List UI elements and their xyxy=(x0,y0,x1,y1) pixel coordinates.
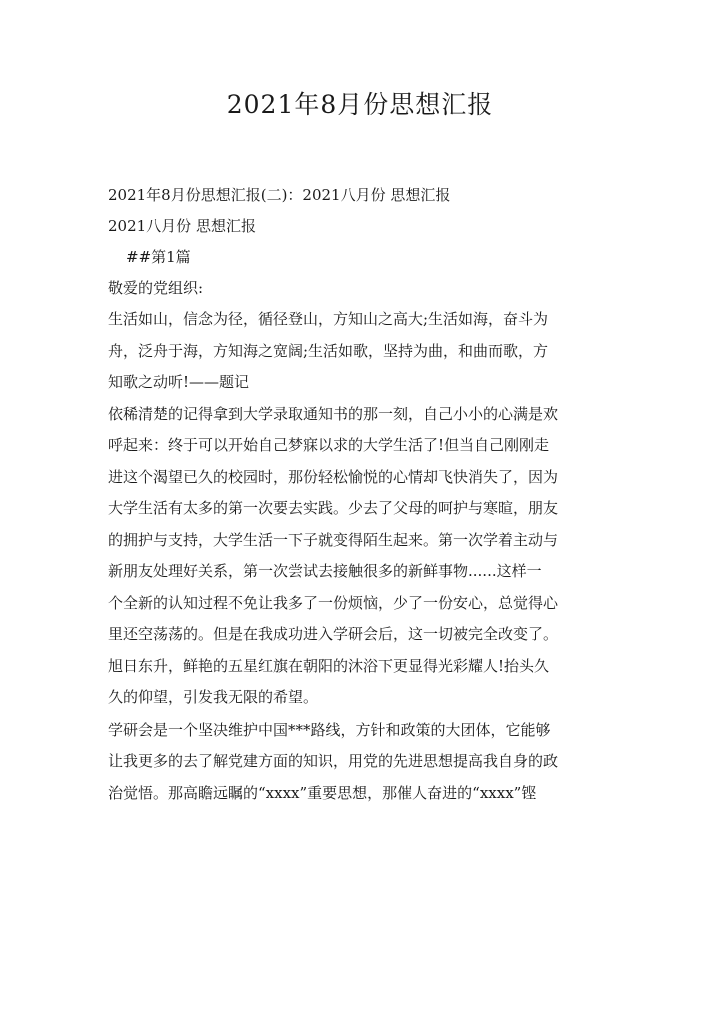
paragraph-line: 旭日东升，鲜艳的五星红旗在朝阳的沐浴下更显得光彩耀人!抬头久 xyxy=(108,657,550,675)
paragraph-line: 依稀清楚的记得拿到大学录取通知书的那一刻，自己小小的心满是欢 xyxy=(108,405,559,423)
document-title: 2021年8月份思想汇报 xyxy=(226,90,494,119)
paragraph-line: 学研会是一个坚决维护中国***路线，方针和政策的大团体，它能够 xyxy=(108,721,551,739)
paragraph-line: 个全新的认知过程不免让我多了一份烦恼，少了一份安心，总觉得心 xyxy=(108,594,559,612)
paragraph-line: 让我更多的去了解党建方面的知识，用党的先进思想提高我自身的政 xyxy=(108,752,559,770)
salutation: 敬爱的党组织: xyxy=(108,279,204,297)
paragraph-line: 久的仰望，引发我无限的希望。 xyxy=(108,688,319,706)
subtitle-line: 2021年8月份思想汇报(二)：2021八月份 思想汇报 xyxy=(108,186,451,204)
document-body xyxy=(108,186,618,803)
paragraph-line: 治觉悟。那高瞻远瞩的“xxxx”重要思想，那催人奋进的“xxxx”铿 xyxy=(108,784,537,802)
paragraph-line: 的拥护与支持，大学生活一下子就变得陌生起来。第一次学着主动与 xyxy=(108,531,559,549)
paragraph-line: 知歌之动听!——题记 xyxy=(108,373,250,391)
paragraph-line: 舟，泛舟于海，方知海之宽阔;生活如歌，坚持为曲，和曲而歌，方 xyxy=(108,342,549,360)
section-heading: ##第1篇 xyxy=(126,248,191,266)
paragraph-line: 里还空荡荡的。但是在我成功进入学研会后，这一切被完全改变了。 xyxy=(108,625,559,643)
paragraph-line: 进这个渴望已久的校园时，那份轻松愉悦的心情却飞快消失了，因为 xyxy=(108,468,559,486)
subtitle-line: 2021八月份 思想汇报 xyxy=(108,217,256,235)
paragraph-line: 呼起来：终于可以开始自己梦寐以求的大学生活了!但当自己刚刚走 xyxy=(108,436,550,454)
paragraph-line: 生活如山，信念为径，循径登山，方知山之高大;生活如海，奋斗为 xyxy=(108,310,549,328)
paragraph-line: 新朋友处理好关系，第一次尝试去接触很多的新鲜事物......这样一 xyxy=(108,562,542,580)
paragraph-line: 大学生活有太多的第一次要去实践。少去了父母的呵护与寒暄，朋友 xyxy=(108,499,559,517)
